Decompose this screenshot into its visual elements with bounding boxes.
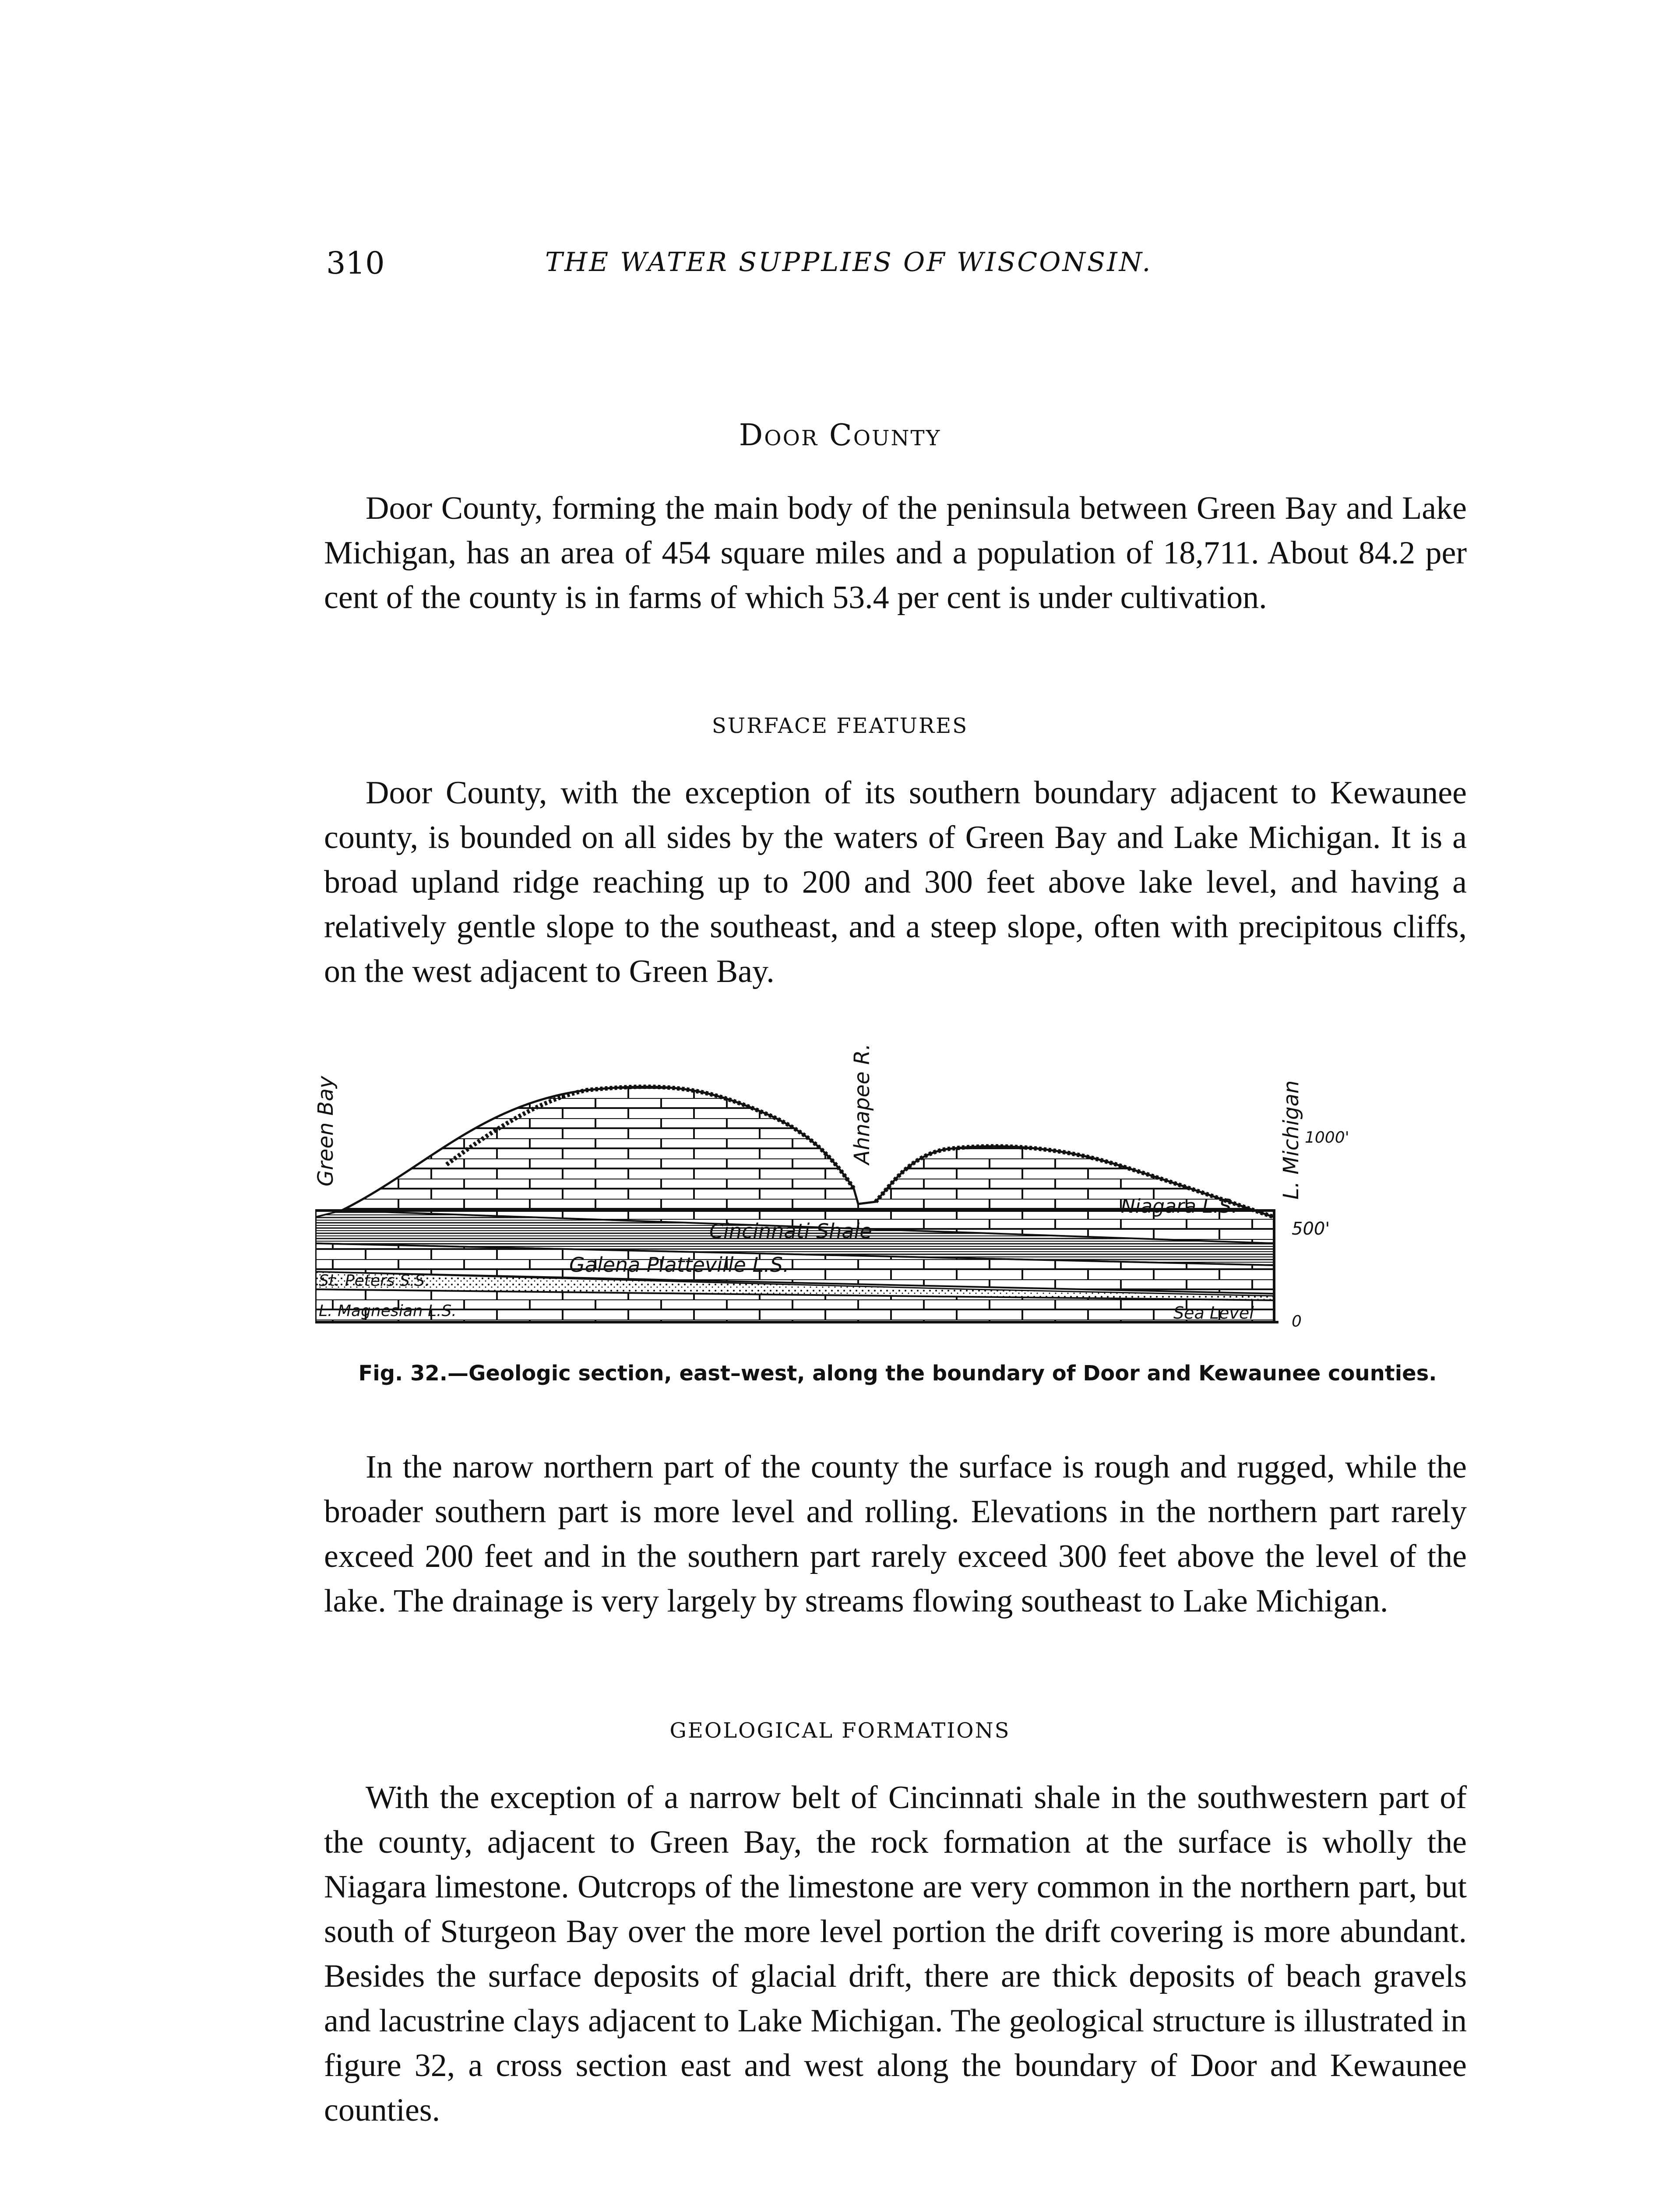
label-sea-level: Sea Level (1173, 1303, 1254, 1323)
surface-features-paragraph: Door County, with the exception of its southern boundary adjacent to Kewaunee county, is bounded on all sides by the waters of Green Bay and Lake Michigan. It is a broad upland ridge reaching up to 200 and 300 feet above lake level, and having a relatively gentle slope to the southeast, and a steep slope, often with precipitous cliffs, on the west adjacent to Green Bay. (324, 775, 1467, 989)
label-elevation-1000: 1000' (1305, 1129, 1349, 1147)
page-number: 310 (326, 245, 385, 281)
label-green-bay: Green Bay (315, 1076, 338, 1186)
figure-caption: Fig. 32.—Geologic section, east–west, along the boundary of Door and Kewaunee counties. (358, 1361, 1437, 1386)
label-lake-michigan: L. Michigan (1279, 1080, 1303, 1200)
label-cincinnati-shale: Cincinnati Shale (709, 1219, 872, 1243)
label-ahnapee-river: Ahnapee R. (850, 1043, 874, 1165)
section-title: Door County (739, 418, 941, 453)
geological-formations-heading: GEOLOGICAL FORMATIONS (669, 1718, 1011, 1743)
running-head (326, 245, 1465, 285)
surface-continued-paragraph: In the narow northern part of the county the surface is rough and rugged, while the broader southern part is more level and rolling. Elevations in the northern part rarely exceed 200 feet and in the southern part rarely exceed 300 feet above the level of the lake. The drainage is very largely by streams flowing southeast to Lake Michigan. (324, 1449, 1467, 1619)
running-title: THE WATER SUPPLIES OF WISCONSIN. (545, 247, 1152, 278)
surface-features-heading: SURFACE FEATURES (711, 714, 969, 738)
geologic-section-figure (315, 1038, 1480, 1335)
label-galena-platteville: Galena Platteville L.S. (569, 1253, 789, 1277)
geological-formations-paragraph: With the exception of a narrow belt of Cincinnati shale in the southwestern part of the county, adjacent to Green Bay, the rock formation at the surface is wholly the Niagara limestone. Outcrops of the limestone are very common in the northern part, but south of Sturgeon Bay over the more level portion the drift covering is more abundant. Besides the surface deposits of glacial drift, there are thick deposits of beach gravels and lacustrine clays adjacent to Lake Michigan. The geological structure is illustrated in figure 32, a cross section east and west along the boundary of Door and Kewaunee counties. (324, 1780, 1467, 2128)
label-st-peters: St. Peters S.S. (319, 1272, 430, 1290)
label-lower-magnesian: L. Magnesian L.S. (319, 1302, 457, 1320)
intro-paragraph: Door County, forming the main body of the peninsula between Green Bay and Lake Michigan, has an area of 454 square miles and a population of 18,711. About 84.2 per cent of the county is in farms of which 53.4 per cent is under cultivation. (324, 490, 1467, 616)
geologic-section-diagram (315, 1038, 1480, 1335)
label-elevation-0: 0 (1292, 1313, 1302, 1330)
label-niagara: Niagara L.S. (1121, 1195, 1238, 1218)
label-elevation-500: 500' (1292, 1219, 1330, 1239)
